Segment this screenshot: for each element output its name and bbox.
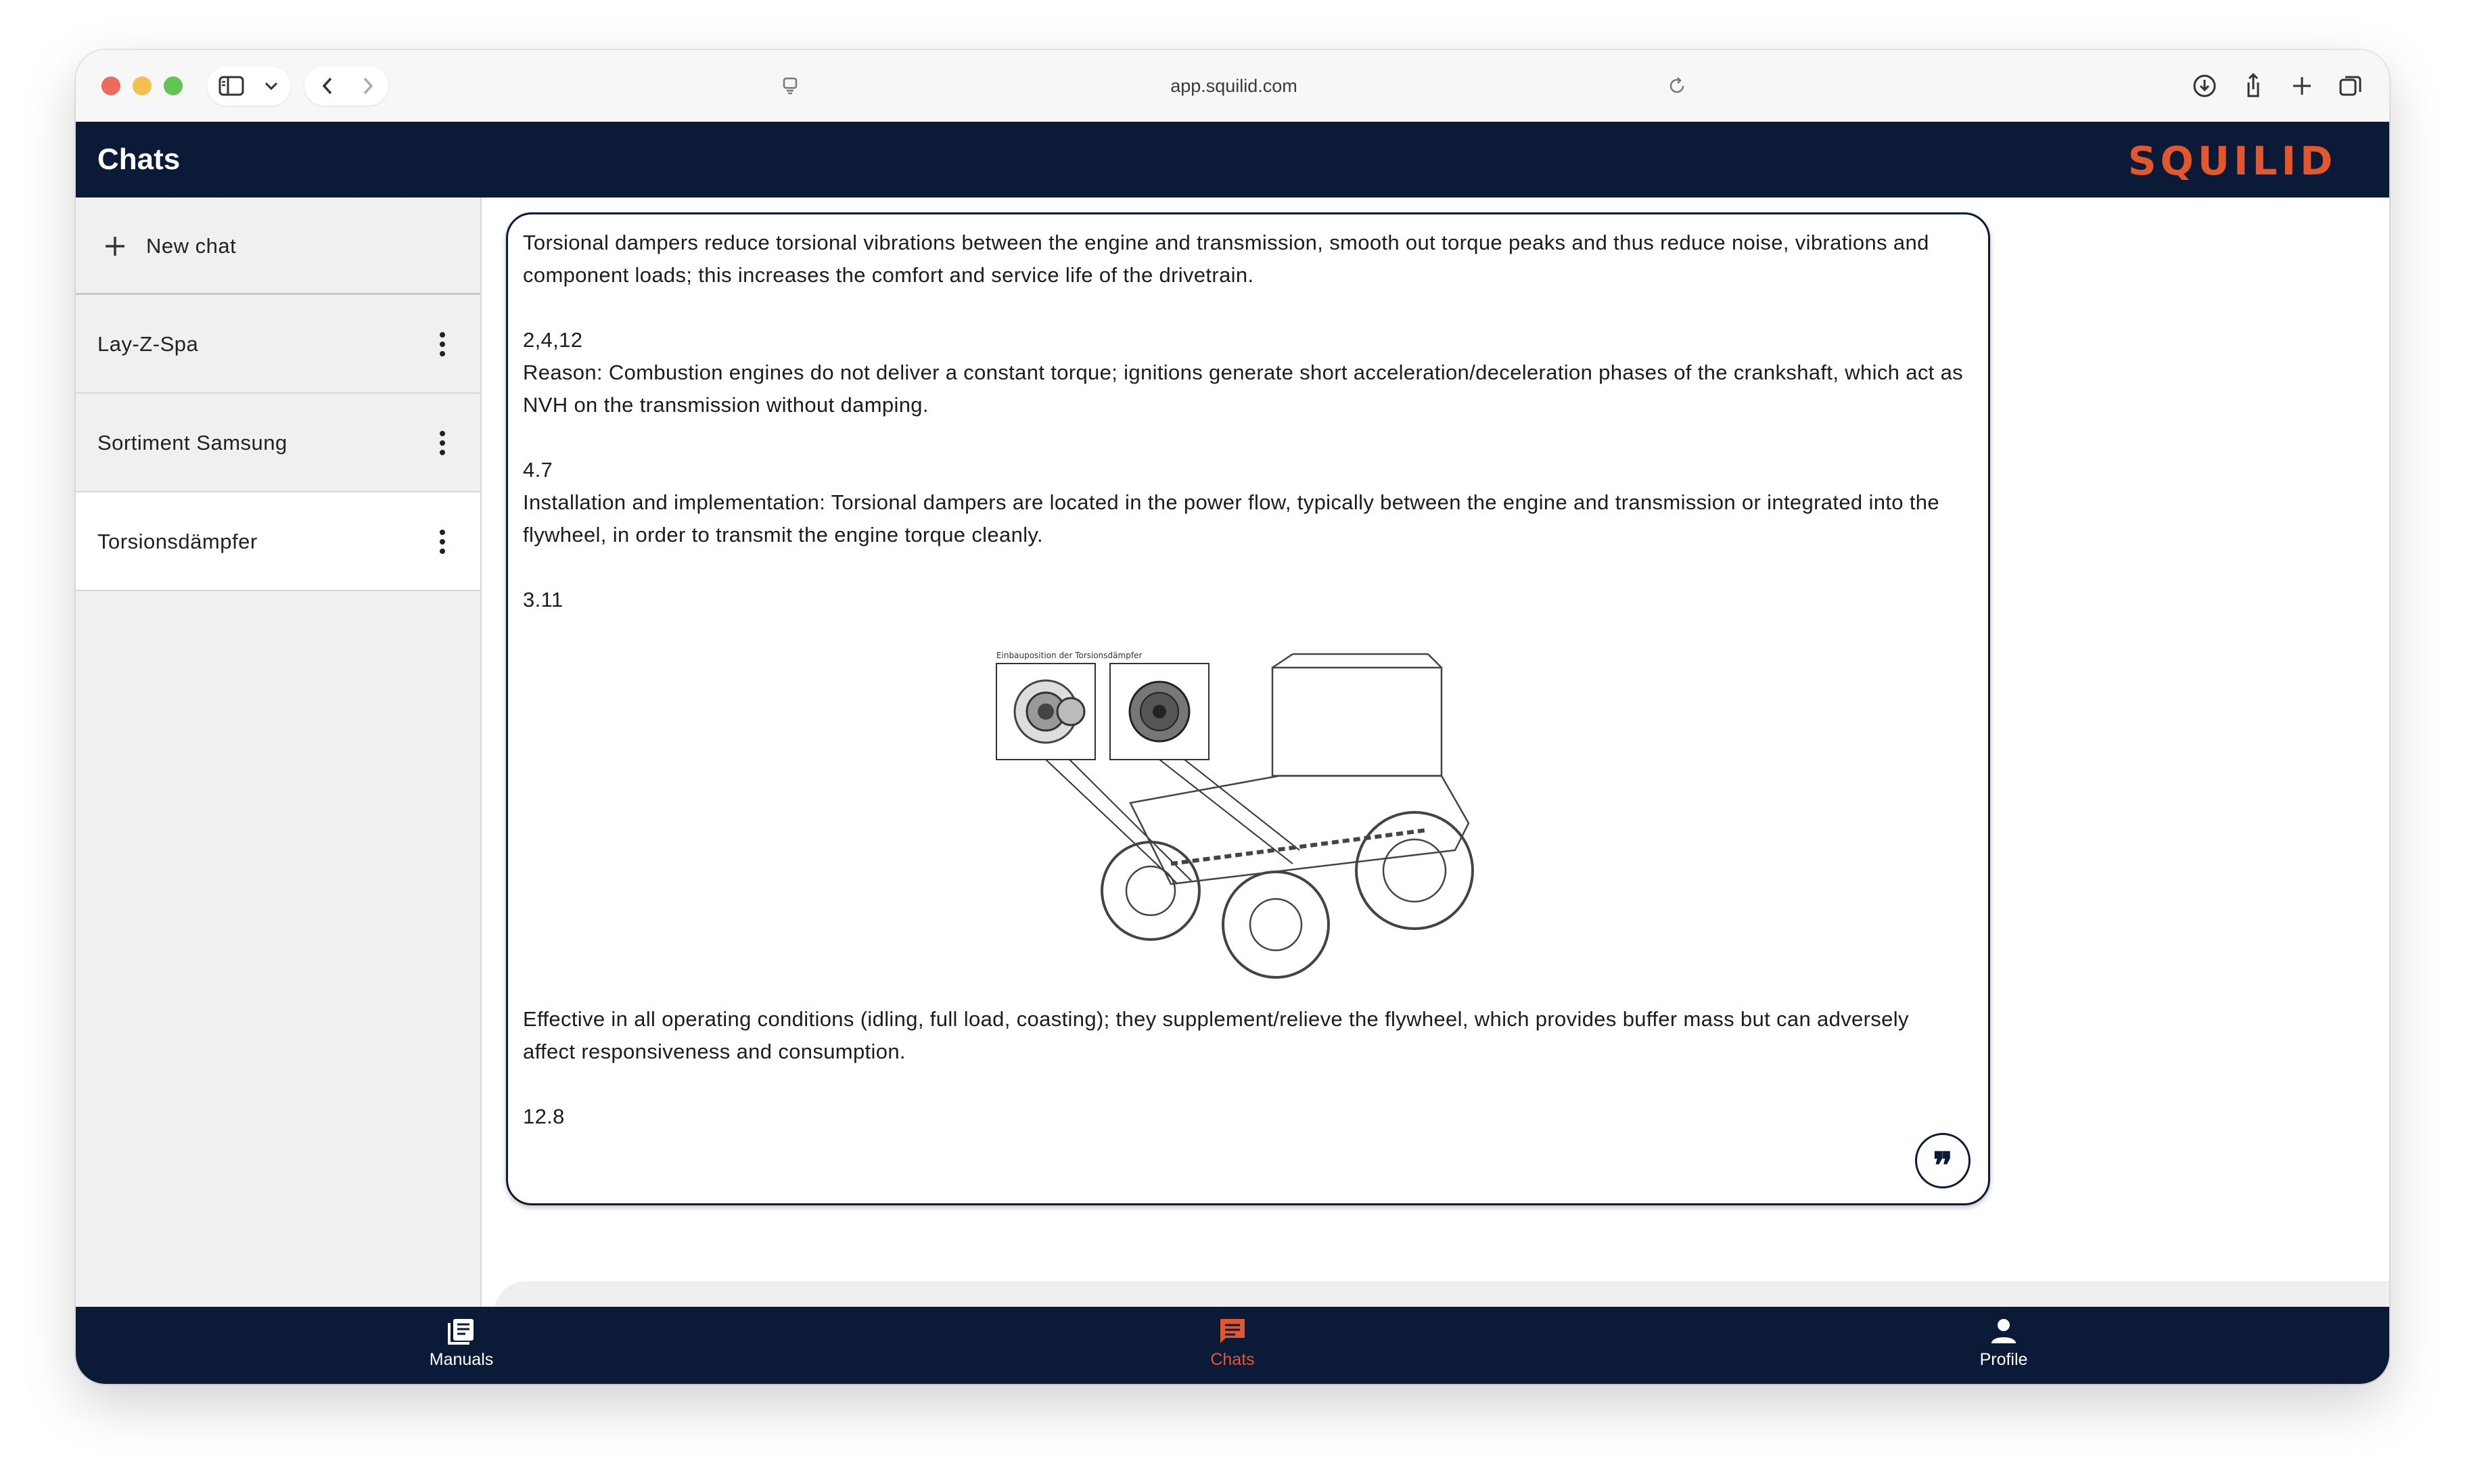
zoom-window-button[interactable] <box>164 76 183 95</box>
new-tab-icon[interactable] <box>2286 70 2318 101</box>
chat-item-torsionsdaempfer[interactable] <box>76 492 480 591</box>
message-paragraph: Reason: Combustion engines do not deliver a constant torque; ignitions generate short acceleration/deceleration phases of the crankshaft, which act as NVH on the transmission without damping. <box>523 361 1964 417</box>
message-reference: 2,4,12 <box>523 328 583 352</box>
browser-window <box>76 50 2389 1384</box>
bottom-navigation <box>76 1307 2389 1384</box>
message-reference: 3.11 <box>523 588 563 611</box>
more-options-icon[interactable] <box>438 528 446 555</box>
svg-text:SQUILID: SQUILID <box>2127 141 2337 180</box>
plus-icon <box>101 233 129 260</box>
chat-item-label: Sortiment Samsung <box>97 431 287 455</box>
quote-icon: ❞ <box>1933 1144 1953 1187</box>
sidebar-toggle-group[interactable] <box>207 66 291 106</box>
close-window-button[interactable] <box>101 76 120 95</box>
back-icon[interactable] <box>318 76 338 96</box>
chat-item-label: Torsionsdämpfer <box>97 530 258 553</box>
chat-item-label: Lay-Z-Spa <box>97 332 199 356</box>
url-text[interactable]: app.squilid.com <box>1170 76 1297 96</box>
manuals-icon <box>446 1316 476 1346</box>
new-chat-button[interactable] <box>76 198 480 295</box>
more-options-icon[interactable] <box>438 430 446 457</box>
reload-icon[interactable] <box>1667 76 1687 96</box>
figure-caption: Einbauposition der Torsionsdämpfer <box>996 651 1143 660</box>
tab-overview-icon[interactable] <box>2335 70 2366 101</box>
message-reference: 4.7 <box>523 458 553 482</box>
message-paragraph: Installation and implementation: Torsional dampers are located in the power flow, typically between the engine and transmission or integrated into the flywheel, in order to transmit the engine torque cleanly. <box>523 490 1939 547</box>
nav-chats[interactable] <box>1131 1307 1334 1384</box>
message-reference: 12.8 <box>523 1105 565 1128</box>
nav-profile[interactable] <box>1902 1307 2105 1384</box>
nav-label: Manuals <box>429 1350 494 1369</box>
share-icon[interactable] <box>2238 70 2269 101</box>
nav-label: Profile <box>1979 1350 2028 1369</box>
profile-icon <box>1989 1316 2019 1346</box>
nav-manuals[interactable] <box>360 1307 563 1384</box>
minimize-window-button[interactable] <box>133 76 152 95</box>
sidebar-toggle-icon[interactable] <box>218 75 245 97</box>
new-chat-label: New chat <box>146 234 237 258</box>
more-options-icon[interactable] <box>438 331 446 358</box>
app-header <box>76 122 2389 198</box>
tractor-diagram-image <box>995 647 1482 981</box>
chat-item-sortiment-samsung[interactable] <box>76 394 480 492</box>
page-title: Chats <box>97 143 181 176</box>
downloads-icon[interactable] <box>2189 70 2220 101</box>
nav-label: Chats <box>1210 1350 1255 1369</box>
browser-toolbar <box>76 50 2389 122</box>
history-nav-group <box>304 66 388 106</box>
chat-main <box>482 198 2389 1307</box>
message-paragraph: Effective in all operating conditions (idling, full load, coasting); they supplement/relieve the flywheel, which provides buffer mass but can adversely affect responsiveness and consumption. <box>523 1007 1909 1063</box>
citations-button[interactable] <box>1915 1133 1971 1188</box>
chat-icon <box>1218 1316 1247 1346</box>
chat-item-lay-z-spa[interactable] <box>76 295 480 394</box>
message-paragraph: Torsional dampers reduce torsional vibrations between the engine and transmission, smooth out torque peaks and thus reduce noise, vibrations and component loads; this increases the comfort and service life of the drivetrain. <box>523 231 1929 287</box>
forward-icon[interactable] <box>357 76 377 96</box>
chevron-down-icon[interactable] <box>264 80 279 92</box>
squilid-logo <box>2104 141 2361 180</box>
assistant-message <box>506 212 1990 1205</box>
address-bar[interactable] <box>762 66 1706 106</box>
chat-sidebar <box>76 198 482 1307</box>
